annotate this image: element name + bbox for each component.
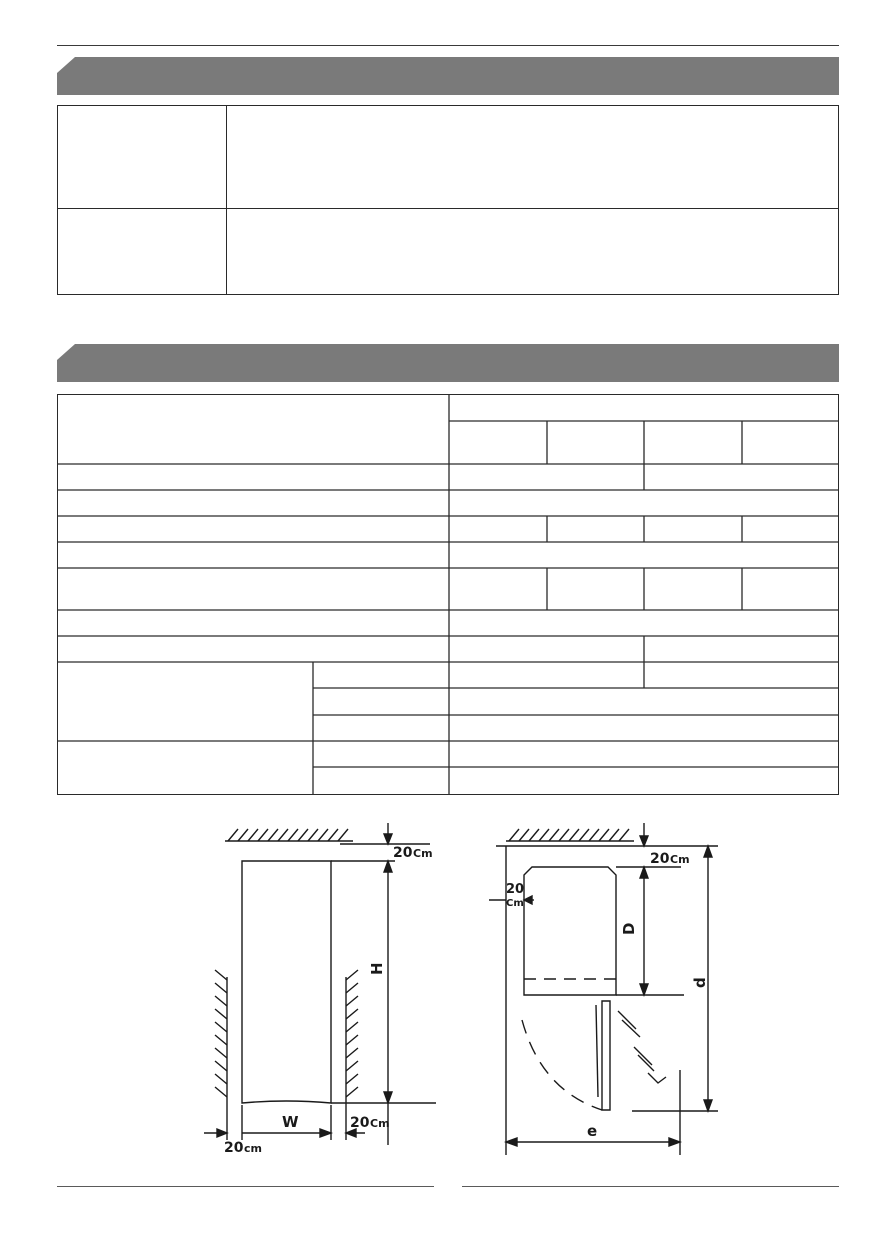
section-1-table bbox=[57, 105, 839, 295]
open-width-label: e bbox=[587, 1122, 598, 1140]
top-view-clearance-diagram bbox=[486, 815, 726, 1160]
section-1-banner bbox=[57, 57, 839, 95]
top-clearance-value: 20 bbox=[650, 851, 670, 867]
top-clearance-unit: Cm bbox=[670, 853, 690, 866]
column-divider bbox=[226, 106, 227, 294]
right-clearance-unit: Cm bbox=[370, 1117, 390, 1130]
height-label: H bbox=[368, 962, 386, 975]
side-clearance-value: 20 bbox=[506, 882, 525, 897]
footer-rule-right bbox=[462, 1186, 839, 1187]
top-rule bbox=[57, 45, 839, 46]
depth-label: D bbox=[620, 922, 638, 935]
top-clearance-value: 20 bbox=[393, 845, 413, 861]
left-clearance-unit: cm bbox=[244, 1142, 262, 1155]
specifications-table bbox=[57, 394, 839, 795]
top-clearance-unit: Cm bbox=[413, 847, 433, 860]
front-clearance-diagram bbox=[190, 815, 450, 1160]
left-clearance-value: 20 bbox=[224, 1140, 244, 1156]
width-label: W bbox=[282, 1113, 299, 1131]
total-depth-label: d bbox=[691, 977, 709, 988]
side-clearance-unit: Cm bbox=[506, 898, 524, 909]
row-divider bbox=[58, 208, 838, 209]
right-clearance-value: 20 bbox=[350, 1115, 370, 1131]
section-2-banner bbox=[57, 344, 839, 382]
footer-rule-left bbox=[57, 1186, 434, 1187]
